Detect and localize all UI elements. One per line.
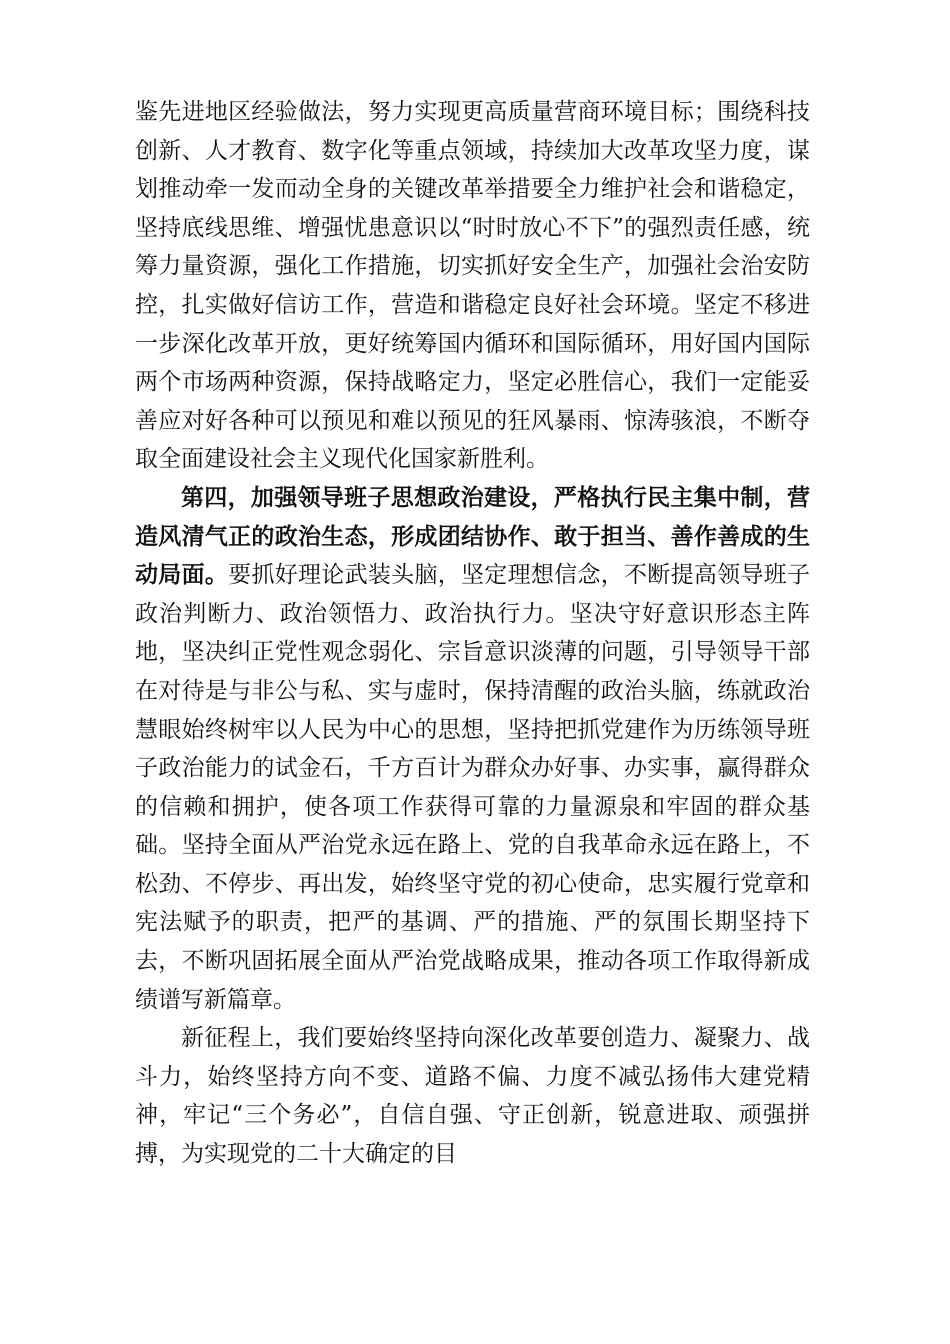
- document-page: [135, 93, 810, 1174]
- paragraph-fourth-point: [135, 479, 810, 1019]
- paragraph-text: 新征程上，我们要始终坚持向深化改革要创造力、凝聚力、战斗力，始终坚持方向不变、道路不偏、力度不减弘扬伟大建党精神，牢记“三个务必”，自信自强、守正创新，锐意进取、顽强拼搏，为实现党的二十大确定的目: [135, 1025, 810, 1168]
- paragraph-text: 鉴先进地区经验做法，努力实现更高质量营商环境目标；围绕科技创新、人才教育、数字化等重点领域，持续加大改革攻坚力度，谋划推动牵一发而动全身的关键改革举措要全力维护社会和谐稳定，坚持底线思维、增强忧患意识以“时时放心不下”的强烈责任感，统筹力量资源，强化工作措施，切实抓好安全生产，加强社会治安防控，扎实做好信访工作，营造和谐稳定良好社会环境。坚定不移进一步深化改革开放，更好统筹国内循环和国际循环，用好国内国际两个市场两种资源，保持战略定力，坚定必胜信心，我们一定能妥善应对好各种可以预见和难以预见的狂风暴雨、惊涛骇浪，不断夺取全面建设社会主义现代化国家新胜利。: [135, 99, 810, 473]
- paragraph-new-journey: [135, 1019, 810, 1173]
- paragraph-continuation: [135, 93, 810, 479]
- paragraph-bold-lead: 第四，加强领导班子思想政治建设，严格执行民主集中制，营造风清气正的政治生态，形成团结协作、敢于担当、善作善成的生动局面。: [135, 483, 810, 589]
- paragraph-text: 要抓好理论武装头脑，坚定理想信念，不断提高领导班子政治判断力、政治领悟力、政治执行力。坚决守好意识形态主阵地，坚决纠正党性观念弱化、宗旨意识淡薄的问题，引导领导干部在对待是与非公与私、实与虚时，保持清醒的政治头脑，练就政治慧眼始终树牢以人民为中心的思想，坚持把抓党建作为历练领导班子政治能力的试金石，千方百计为群众办好事、办实事，赢得群众的信赖和拥护，使各项工作获得可靠的力量源泉和牢固的群众基础。坚持全面从严治党永远在路上、党的自我革命永远在路上，不松劲、不停步、再出发，始终坚守党的初心使命，忠实履行党章和宪法赋予的职责，把严的基调、严的措施、严的氛围长期坚持下去，不断巩固拓展全面从严治党战略成果，推动各项工作取得新成绩谱写新篇章。: [135, 562, 811, 1013]
